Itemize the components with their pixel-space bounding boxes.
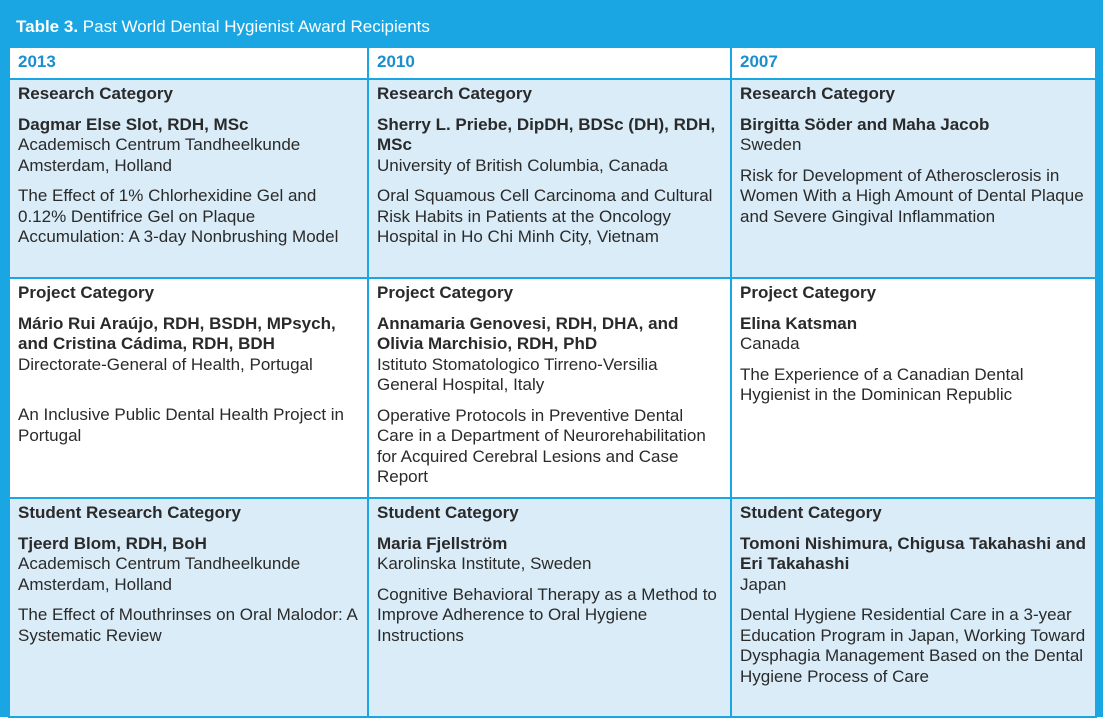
table-title-bar (8, 8, 1095, 46)
category-label: Student Category (740, 503, 882, 522)
award-title: Oral Squamous Cell Carcinoma and Cultural Risk Habits in Patients at the Oncology Hospital in Ho Chi Minh City, Vietnam (377, 186, 713, 246)
year-header-row (9, 47, 1096, 79)
category-label: Project Category (377, 283, 514, 302)
award-cell (368, 278, 731, 498)
recipient-affiliation: Sweden (740, 135, 802, 154)
award-cell (731, 278, 1096, 498)
recipient-name: Sherry L. Priebe, DipDH, BDSc (DH), RDH, MSc (377, 114, 716, 154)
award-title: An Inclusive Public Dental Health Project in Portugal (18, 405, 344, 445)
recipient-name: Dagmar Else Slot, RDH, MSc (18, 114, 249, 134)
recipient-name: Maria Fjellström (377, 533, 508, 553)
table-row (9, 79, 1096, 278)
table-row (9, 278, 1096, 498)
recipient-affiliation: Istituto Stomatologico Tirreno-Versilia General Hospital, Italy (377, 354, 658, 394)
recipient-affiliation: University of British Columbia, Canada (377, 155, 669, 175)
year-header: 2007 (731, 47, 1096, 79)
recipient-affiliation: Karolinska Institute, Sweden (377, 554, 592, 573)
award-title: Cognitive Behavioral Therapy as a Method to Improve Adherence to Oral Hygiene Instructions (377, 584, 717, 645)
award-cell (731, 498, 1096, 717)
recipient-affiliation: Academisch Centrum Tandheelkunde Amsterdam, Holland (18, 135, 301, 175)
year-header: 2010 (368, 47, 731, 79)
recipient-name: Elina Katsman (740, 313, 858, 333)
category-label: Project Category (18, 283, 155, 302)
award-cell (368, 498, 731, 717)
award-cell (731, 79, 1096, 278)
award-cell (368, 79, 731, 278)
award-cell (9, 278, 368, 498)
recipient-affiliation: Academisch Centrum Tandheelkunde Amsterdam, Holland (18, 554, 301, 594)
recipient-name: Tomoni Nishimura, Chigusa Takahashi and Eri Takahashi (740, 533, 1087, 573)
recipient-affiliation: Canada (740, 334, 800, 353)
category-label: Student Category (377, 503, 519, 522)
category-label: Project Category (740, 283, 877, 302)
recipient-affiliation: Directorate-General of Health, Portugal (18, 354, 313, 374)
recipient-name: Birgitta Söder and Maha Jacob (740, 114, 990, 134)
award-title: The Effect of 1% Chlorhexidine Gel and 0.12% Dentifrice Gel on Plaque Accumulation: A 3-day Nonbrushing Model (18, 186, 339, 246)
award-title: The Experience of a Canadian Dental Hygienist in the Dominican Republic (740, 364, 1024, 404)
recipient-affiliation: Japan (740, 574, 787, 594)
category-label: Student Research Category (18, 503, 241, 522)
recipient-name: Mário Rui Araújo, RDH, BSDH, MPsych, and Cristina Cádima, RDH, BDH (18, 313, 336, 353)
awards-table (8, 46, 1097, 718)
table-row (9, 498, 1096, 717)
category-label: Research Category (377, 84, 532, 103)
category-label: Research Category (18, 84, 173, 103)
year-header: 2013 (9, 47, 368, 79)
award-title: Operative Protocols in Preventive Dental Care in a Department of Neurorehabilitation for Acquired Cerebral Lesions and Case Report (377, 405, 706, 486)
table-label: Table 3. (16, 17, 79, 36)
recipient-name: Tjeerd Blom, RDH, BoH (18, 533, 207, 553)
award-cell (9, 498, 368, 717)
award-cell (9, 79, 368, 278)
category-label: Research Category (740, 84, 895, 103)
recipient-name: Annamaria Genovesi, RDH, DHA, and Olivia Marchisio, RDH, PhD (377, 313, 679, 353)
award-title: Risk for Development of Atherosclerosis in Women With a High Amount of Dental Plaque and Severe Gingival Inflammation (740, 165, 1084, 226)
award-title: The Effect of Mouthrinses on Oral Malodor: A Systematic Review (18, 605, 357, 645)
table-title: Past World Dental Hygienist Award Recipients (82, 17, 430, 36)
award-title: Dental Hygiene Residential Care in a 3-year Education Program in Japan, Working Toward Dysphagia Management Based on the Dental Hygiene Process of Care (740, 605, 1086, 686)
